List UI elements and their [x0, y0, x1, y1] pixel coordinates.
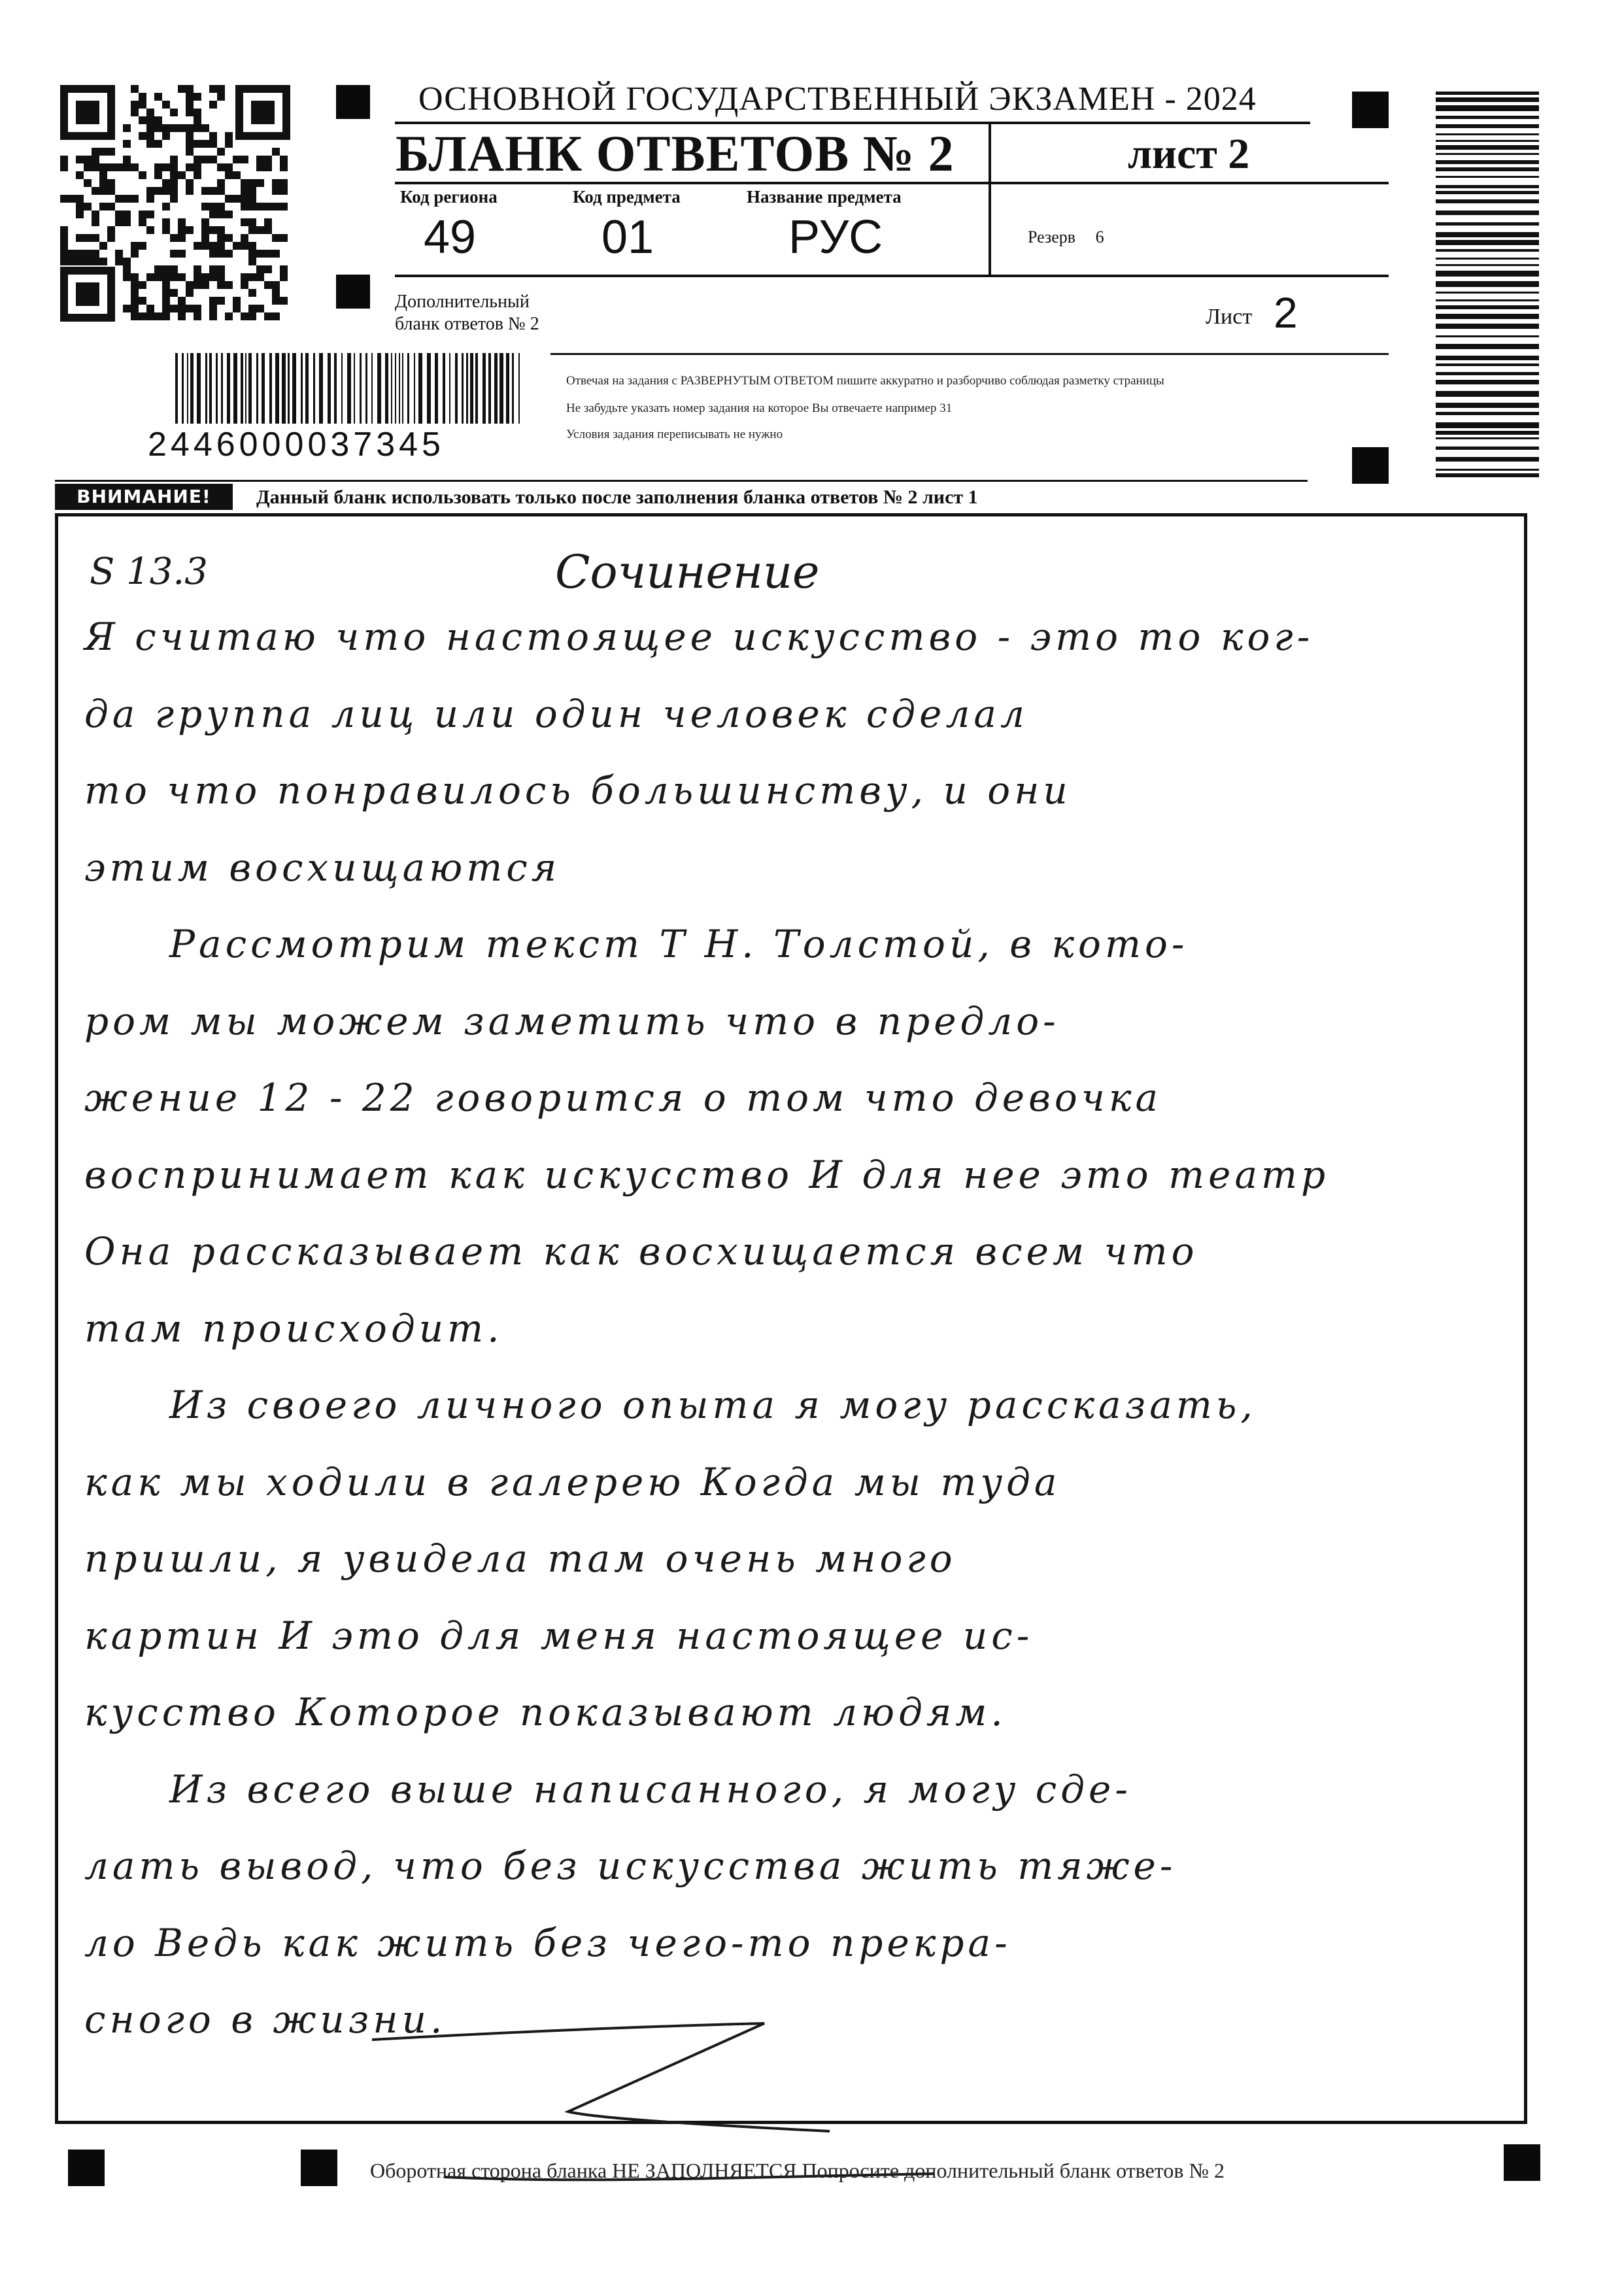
- region-label: Код региона: [400, 187, 498, 207]
- exam-title: ОСНОВНОЙ ГОСУДАРСТВЕННЫЙ ЭКЗАМЕН - 2024: [418, 80, 1257, 118]
- sheet-label: лист 2: [1128, 130, 1250, 178]
- registration-marker-top-left: [336, 85, 370, 119]
- reserve-field: [1028, 228, 1104, 247]
- essay-line: Из всего выше написанного, я могу сде-: [169, 1766, 1132, 1812]
- essay-line: там происходит.: [84, 1306, 503, 1351]
- additional-label-1: Дополнительный: [395, 292, 530, 312]
- header-rule-lower: [395, 275, 1389, 277]
- essay-title: Сочинение: [555, 545, 820, 599]
- essay-line: Из своего личного опыта я могу рассказать,: [169, 1383, 1257, 1427]
- subject-code-label: Код предмета: [573, 187, 681, 207]
- essay-line: Рассмотрим текст Т Н. Толстой, в кото-: [169, 922, 1189, 966]
- essay-line: жение 12 - 22 говорится о том что девочка: [84, 1075, 1162, 1120]
- reserve-label: Резерв: [1028, 228, 1076, 246]
- instruction-3: Условия задания переписывать не нужно: [566, 428, 783, 441]
- essay-line: Она рассказывает как восхищается всем что: [84, 1229, 1198, 1274]
- essay-line: да группа лиц или один человек сделал: [84, 691, 1028, 736]
- registration-marker-bottom-right: [1504, 2144, 1540, 2181]
- essay-line: картин И это для меня настоящее ис-: [84, 1613, 1034, 1658]
- registration-marker-mid-right: [1352, 447, 1389, 484]
- region-value: 49: [424, 211, 477, 263]
- registration-marker-bottom-mid: [301, 2150, 337, 2186]
- essay-line: то что понравилось большинству, и они: [84, 768, 1072, 813]
- attention-badge: ВНИМАНИЕ!: [55, 484, 233, 510]
- header-rule-mid: [395, 182, 1389, 184]
- side-barcode: [1436, 90, 1539, 482]
- attention-rule: [55, 480, 1308, 482]
- reserve-value: 6: [1095, 228, 1104, 246]
- essay-line: воспринимает как искусство И для нее это театр: [84, 1152, 1330, 1197]
- essay-line: этим восхищаются: [84, 845, 561, 890]
- attention-text: Данный бланк использовать только после заполнения бланка ответов № 2 лист 1: [256, 486, 978, 508]
- subject-name-label: Название предмета: [747, 187, 902, 207]
- registration-marker-mid-left: [336, 275, 370, 309]
- list-label: Лист: [1206, 305, 1253, 329]
- task-number: S 13.3: [90, 550, 208, 593]
- essay-line: лать вывод, что без искусства жить тяже-: [84, 1844, 1177, 1888]
- footer-note: Оборотная сторона бланка НЕ ЗАПОЛНЯЕТСЯ Попросите дополнительный бланк ответов № 2: [370, 2159, 1225, 2182]
- barcode-number: 2446000037345: [148, 426, 445, 464]
- additional-label-2: бланк ответов № 2: [395, 314, 539, 334]
- instruction-2: Не забудьте указать номер задания на которое Вы отвечаете например 31: [566, 401, 953, 415]
- essay-line: как мы ходили в галерею Когда мы туда: [84, 1459, 1061, 1504]
- subject-code-value: 01: [601, 211, 654, 263]
- instruction-1: Отвечая на задания с РАЗВЕРНУТЫМ ОТВЕТОМ пишите аккуратно и разборчиво соблюдая разметку страницы: [566, 374, 1164, 388]
- list-value: 2: [1274, 288, 1298, 337]
- header-rule-additional: [550, 353, 1389, 355]
- essay-line: сного в жизни.: [84, 1997, 447, 2042]
- essay-line: ло Ведь как жить без чего-то прекра-: [84, 1920, 1011, 1965]
- subject-name-value: РУС: [788, 211, 883, 263]
- essay-line: кусство Которое показывают людям.: [84, 1690, 1007, 1734]
- essay-line: Я считаю что настоящее искусство - это то ког-: [84, 615, 1314, 659]
- registration-marker-top-right: [1352, 92, 1389, 128]
- form-title: БЛАНК ОТВЕТОВ № 2: [396, 125, 955, 182]
- answer-area[interactable]: [55, 513, 1527, 2124]
- essay-line: пришли, я увидела там очень много: [84, 1536, 956, 1581]
- essay-line: ром мы можем заметить что в предло-: [84, 998, 1060, 1043]
- qr-code: [60, 85, 290, 322]
- header-divider: [989, 123, 991, 275]
- registration-marker-bottom-left: [68, 2150, 105, 2186]
